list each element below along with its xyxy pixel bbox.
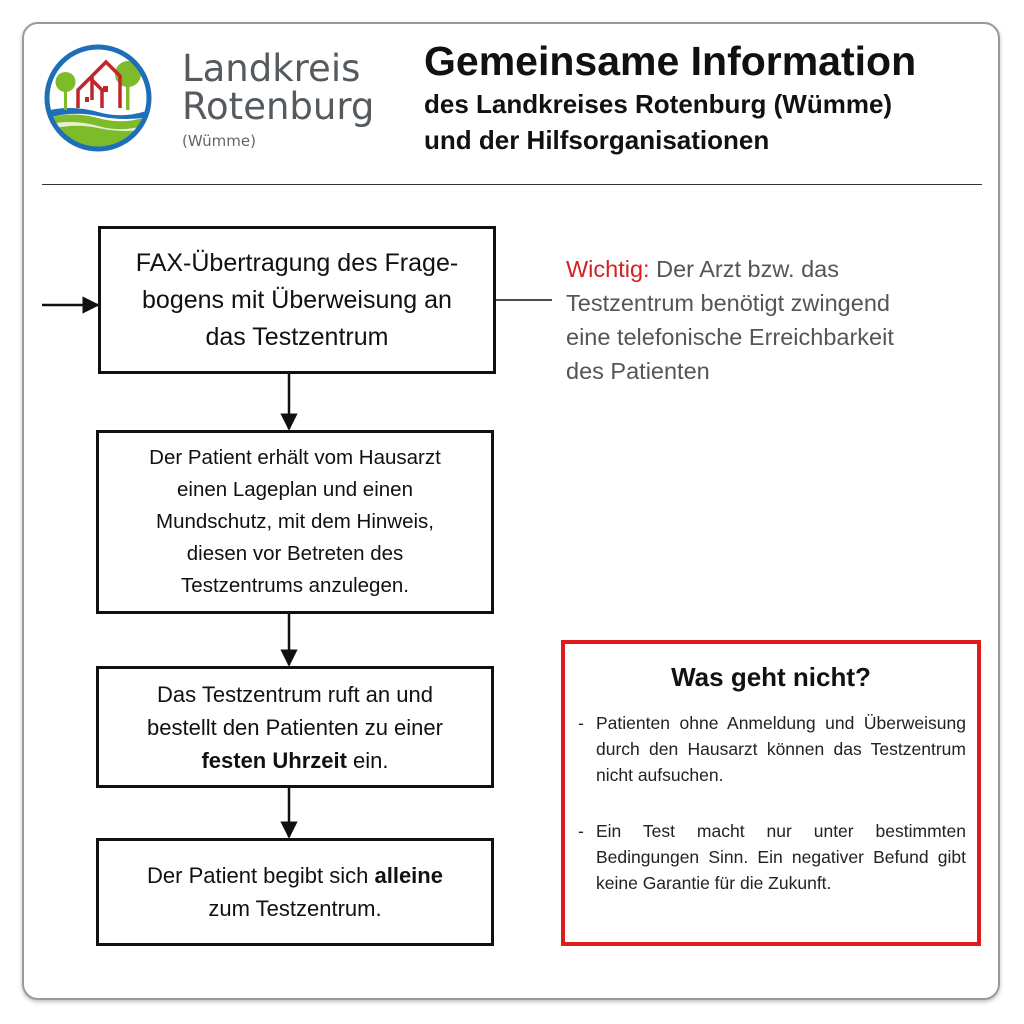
step4-line2: zum Testzentrum. (208, 896, 382, 921)
note-line1 (566, 252, 986, 286)
step3-line2: bestellt den Patienten zu einer (147, 714, 443, 740)
headline-line3: und der Hilfsorganisationen (424, 125, 770, 155)
flow-step-lageplan (96, 430, 494, 614)
flow-step-call (96, 666, 494, 788)
step1-line1: FAX-Übertragung des Frage- (135, 248, 459, 277)
step4-bold: alleine (374, 863, 443, 888)
list-item (578, 818, 966, 896)
step2-line3: Mundschutz, mit dem Hinweis, (156, 510, 434, 533)
landkreis-logo (42, 42, 154, 154)
not-possible-box (561, 640, 981, 946)
step2-line1: Der Patient erhält vom Hausarzt (149, 446, 441, 469)
headline (424, 36, 994, 158)
headline-line2: des Landkreises Rotenburg (Wümme) (424, 89, 893, 119)
brand-wordmark (182, 47, 375, 150)
list-dash: - (578, 713, 584, 733)
step1-line2: bogens mit Überweisung an (142, 285, 452, 314)
step3-line3 (147, 744, 443, 777)
note-line4: des Patienten (566, 358, 710, 384)
list-dash: - (578, 821, 584, 841)
flow-step-fax (98, 226, 496, 374)
headline-title: Gemeinsame Information (424, 38, 917, 84)
brand-line3: (Wümme) (182, 132, 256, 150)
step3-rest: ein. (346, 747, 389, 773)
list-item (578, 710, 966, 788)
list-item-text: Patienten ohne Anmeldung und Überweisung durch den Hausarzt können das Testzentrum nicht aufsuchen. (596, 713, 966, 785)
step2-line4: diesen vor Betreten des (186, 542, 404, 565)
brand-line1: Landkreis (182, 47, 361, 90)
not-possible-title: Was geht nicht? (671, 662, 871, 692)
step4-pre: Der Patient begibt sich (147, 863, 375, 888)
header-divider (42, 184, 982, 185)
brand-line2: Rotenburg (182, 85, 375, 128)
important-note (566, 252, 986, 388)
note-text1: Der Arzt bzw. das (649, 256, 839, 282)
step2-line5: Testzentrums anzulegen. (181, 574, 409, 597)
note-line2: Testzentrum benötigt zwingend (566, 290, 890, 316)
flow-step-alone (96, 838, 494, 946)
list-item-text: Ein Test macht nur unter bestimmten Bedingungen Sinn. Ein negativer Befund gibt keine Garantie für die Zukunft. (596, 821, 966, 893)
step3-line1: Das Testzentrum ruft an und (157, 681, 433, 707)
step1-line3: das Testzentrum (205, 322, 389, 351)
note-line3: eine telefonische Erreichbarkeit (566, 324, 894, 350)
step4-line1 (147, 859, 443, 892)
step3-bold: festen Uhrzeit (201, 747, 347, 773)
note-label: Wichtig: (566, 256, 650, 282)
step2-line2: einen Lageplan und einen (177, 478, 413, 501)
